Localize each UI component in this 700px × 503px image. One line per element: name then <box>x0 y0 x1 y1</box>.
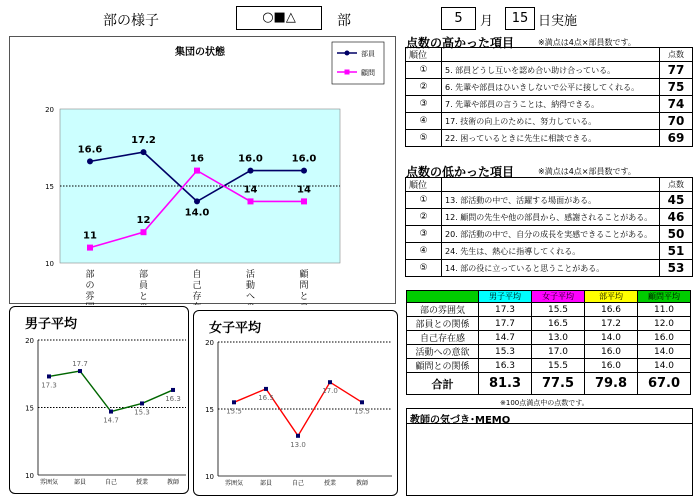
boys-average-chart <box>9 306 189 494</box>
low-items-title: 点数の低かった項目 <box>406 165 515 179</box>
points-cell: 77 <box>660 62 693 79</box>
y-tick-label: 10 <box>45 260 54 268</box>
summary-header-row <box>407 291 691 303</box>
item-cell: 24. 先生は、熱心に指導してくれる。 <box>442 243 660 260</box>
low-items-table <box>405 177 693 277</box>
high-items-note: ※満点は4点×部員数です。 <box>538 38 636 47</box>
table-row <box>406 79 693 96</box>
data-label: 14.0 <box>184 207 210 219</box>
data-label: 15.5 <box>354 407 370 416</box>
data-label: 16.6 <box>77 144 103 156</box>
data-point <box>248 198 254 204</box>
data-label: 16.0 <box>291 153 317 165</box>
table-row <box>406 96 693 113</box>
item-header <box>442 48 660 62</box>
item-cell: 12. 顧問の先生や他の部員から、感謝されることがある。 <box>442 209 660 226</box>
item-cell: 5. 部員どうし互いを認め合い助け合っている。 <box>442 62 660 79</box>
y-tick-label: 10 <box>25 472 34 480</box>
summary-col-header: 女子平均 <box>532 291 585 303</box>
boys-average-chart-svg <box>10 307 188 493</box>
chart-title: 男子平均 <box>25 317 78 332</box>
data-point <box>109 410 113 414</box>
summary-row <box>407 317 691 331</box>
data-label: 13.0 <box>290 440 306 449</box>
table-row <box>406 192 693 209</box>
data-label: 16.0 <box>238 153 263 165</box>
data-label: 14.7 <box>103 416 119 425</box>
table-row <box>406 62 693 79</box>
data-label: 15.3 <box>134 408 150 417</box>
legend-label: 顧問 <box>361 69 375 77</box>
table-row <box>406 243 693 260</box>
summary-table <box>406 290 691 395</box>
data-point <box>248 168 254 174</box>
table-header-row <box>406 178 693 192</box>
data-label: 12 <box>136 215 151 227</box>
rank-cell: ⑤ <box>406 260 442 277</box>
item-header <box>442 178 660 192</box>
item-cell: 20. 部活動の中で、自分の成長を実感できることがある。 <box>442 226 660 243</box>
data-label: 17.2 <box>131 135 156 147</box>
y-tick-label: 20 <box>45 106 54 114</box>
rank-cell: ② <box>406 209 442 226</box>
summary-total-cell: 77.5 <box>532 373 585 395</box>
summary-row-label: 顧問との関係 <box>407 359 479 373</box>
summary-cell: 12.0 <box>638 317 691 331</box>
data-point <box>194 198 200 204</box>
series-line <box>49 371 173 412</box>
legend-marker <box>345 51 350 56</box>
summary-cell: 11.0 <box>638 303 691 317</box>
data-label: 16.5 <box>258 393 274 402</box>
summary-cell: 16.0 <box>585 359 638 373</box>
item-cell: 7. 先輩や部員の言うことは、納得できる。 <box>442 96 660 113</box>
table-row <box>406 226 693 243</box>
table-row <box>406 130 693 147</box>
summary-col-header: 男子平均 <box>479 291 532 303</box>
points-cell: 75 <box>660 79 693 96</box>
points-cell: 50 <box>660 226 693 243</box>
summary-cell: 14.0 <box>638 359 691 373</box>
club-name-field[interactable]: ○■△ <box>236 6 322 30</box>
summary-cell: 15.5 <box>532 303 585 317</box>
item-cell: 13. 部活動の中で、活躍する場面がある。 <box>442 192 660 209</box>
rank-cell: ① <box>406 192 442 209</box>
x-tick-label: 雰囲気 <box>224 480 244 487</box>
x-tick-label: 顧問と <box>299 270 309 302</box>
data-point <box>296 434 300 438</box>
summary-row <box>407 303 691 317</box>
month-field[interactable]: 5 <box>441 7 476 30</box>
data-point <box>78 369 82 373</box>
page-title: 部の様子 <box>103 13 159 29</box>
data-point <box>87 245 93 251</box>
points-cell: 45 <box>660 192 693 209</box>
data-label: 16 <box>190 153 204 165</box>
x-tick-label: 授業 <box>135 479 149 486</box>
table-row <box>406 209 693 226</box>
group-state-chart-svg <box>10 37 397 305</box>
data-point <box>141 149 147 155</box>
chart-title: 女子平均 <box>209 321 262 336</box>
summary-corner <box>407 291 479 303</box>
x-tick-label: 自己 <box>291 480 305 487</box>
data-label: 14 <box>297 184 311 196</box>
summary-cell: 17.7 <box>479 317 532 331</box>
summary-total-row <box>407 373 691 395</box>
data-label: 16.3 <box>165 394 181 403</box>
summary-row <box>407 331 691 345</box>
summary-total-label: 合計 <box>407 373 479 395</box>
data-point <box>360 400 364 404</box>
summary-row-label: 部員との関係 <box>407 317 479 331</box>
girls-average-chart-svg <box>194 311 397 495</box>
summary-row-label: 自己存在感 <box>407 331 479 345</box>
x-tick-label: 自己存 <box>192 270 202 302</box>
legend-box <box>332 42 384 84</box>
table-row <box>406 260 693 277</box>
data-point <box>301 198 307 204</box>
summary-cell: 17.0 <box>532 345 585 359</box>
summary-cell: 17.3 <box>479 303 532 317</box>
points-cell: 46 <box>660 209 693 226</box>
group-state-chart <box>9 36 396 304</box>
x-tick-label: 部員と <box>138 270 149 302</box>
data-point <box>194 168 200 174</box>
summary-cell: 14.0 <box>638 345 691 359</box>
summary-cell: 15.3 <box>479 345 532 359</box>
data-label: 14 <box>243 184 258 196</box>
day-field[interactable]: 15 <box>505 7 535 30</box>
item-cell: 17. 技術の向上のために、努力している。 <box>442 113 660 130</box>
summary-total-cell: 79.8 <box>585 373 638 395</box>
series-line <box>234 382 362 436</box>
summary-row <box>407 359 691 373</box>
points-header: 点数 <box>660 48 693 62</box>
legend-label: 部員 <box>361 50 375 58</box>
summary-col-header: 部平均 <box>585 291 638 303</box>
points-cell: 70 <box>660 113 693 130</box>
x-tick-label: 教師 <box>355 480 369 487</box>
summary-note: ※100点満点中の点数です。 <box>500 399 589 407</box>
data-label: 11 <box>83 230 97 242</box>
summary-cell: 13.0 <box>532 331 585 345</box>
x-tick-label: 自己 <box>104 479 118 486</box>
data-point <box>141 229 147 235</box>
summary-total-cell: 67.0 <box>638 373 691 395</box>
summary-cell: 16.6 <box>585 303 638 317</box>
table-row <box>406 113 693 130</box>
x-tick-label: 活動へ <box>245 270 256 302</box>
y-tick-label: 15 <box>25 404 34 413</box>
data-point <box>328 380 332 384</box>
y-tick-label: 15 <box>205 406 214 414</box>
item-cell: 6. 先輩や部員はひいきしないで公平に接してくれる。 <box>442 79 660 96</box>
data-point <box>301 168 307 174</box>
x-tick-label: 部の雰 <box>85 270 95 302</box>
summary-row-label: 部の雰囲気 <box>407 303 479 317</box>
points-cell: 74 <box>660 96 693 113</box>
summary-cell: 16.0 <box>638 331 691 345</box>
data-point <box>47 374 51 378</box>
data-label: 17.0 <box>322 387 338 396</box>
points-cell: 51 <box>660 243 693 260</box>
data-label: 17.7 <box>72 360 88 369</box>
data-point <box>232 400 236 404</box>
girls-average-chart <box>193 310 398 496</box>
rank-cell: ① <box>406 62 442 79</box>
summary-col-header: 顧問平均 <box>638 291 691 303</box>
rank-header: 順位 <box>406 178 442 192</box>
x-tick-label: 部員 <box>259 480 273 487</box>
y-tick-label: 10 <box>205 473 214 481</box>
summary-cell: 14.7 <box>479 331 532 345</box>
points-cell: 69 <box>660 130 693 147</box>
rank-cell: ③ <box>406 96 442 113</box>
legend-marker <box>345 70 350 75</box>
summary-cell: 16.5 <box>532 317 585 331</box>
rank-header: 順位 <box>406 48 442 62</box>
rank-cell: ④ <box>406 113 442 130</box>
high-items-title: 点数の高かった項目 <box>406 36 515 50</box>
summary-total-cell: 81.3 <box>479 373 532 395</box>
item-cell: 14. 部の役に立っていると思うことがある。 <box>442 260 660 277</box>
summary-cell: 17.2 <box>585 317 638 331</box>
rank-cell: ⑤ <box>406 130 442 147</box>
data-point <box>140 401 144 405</box>
item-cell: 22. 困っているときに先生に相談できる。 <box>442 130 660 147</box>
data-point <box>171 388 175 392</box>
summary-row <box>407 345 691 359</box>
day-suffix: 日実施 <box>538 14 578 29</box>
teacher-memo[interactable] <box>406 408 693 496</box>
summary-cell: 14.0 <box>585 331 638 345</box>
x-tick-label: 部員 <box>73 479 87 486</box>
high-items-table <box>405 47 693 147</box>
y-tick-label: 20 <box>205 339 214 347</box>
rank-cell: ② <box>406 79 442 96</box>
summary-cell: 15.5 <box>532 359 585 373</box>
data-label: 17.3 <box>41 381 57 390</box>
rank-cell: ③ <box>406 226 442 243</box>
chart-title: 集団の状態 <box>175 47 225 58</box>
data-label: 15.5 <box>226 407 242 416</box>
summary-cell: 16.0 <box>585 345 638 359</box>
summary-cell: 16.3 <box>479 359 532 373</box>
summary-row-label: 活動への意欲 <box>407 345 479 359</box>
rank-cell: ④ <box>406 243 442 260</box>
memo-title: 教師の気づき･MEMO <box>407 409 692 424</box>
x-tick-label: 教師 <box>166 479 180 486</box>
low-items-note: ※満点は4点×部員数です。 <box>538 167 636 176</box>
y-tick-label: 20 <box>25 337 34 345</box>
x-tick-label: 雰囲気 <box>39 479 59 486</box>
x-tick-label: 授業 <box>323 480 337 487</box>
points-header: 点数 <box>660 178 693 192</box>
data-point <box>87 158 93 164</box>
month-unit: 月 <box>480 14 494 29</box>
points-cell: 53 <box>660 260 693 277</box>
club-suffix: 部 <box>337 13 351 29</box>
table-header-row <box>406 48 693 62</box>
y-tick-label: 15 <box>45 183 54 191</box>
data-point <box>264 387 268 391</box>
